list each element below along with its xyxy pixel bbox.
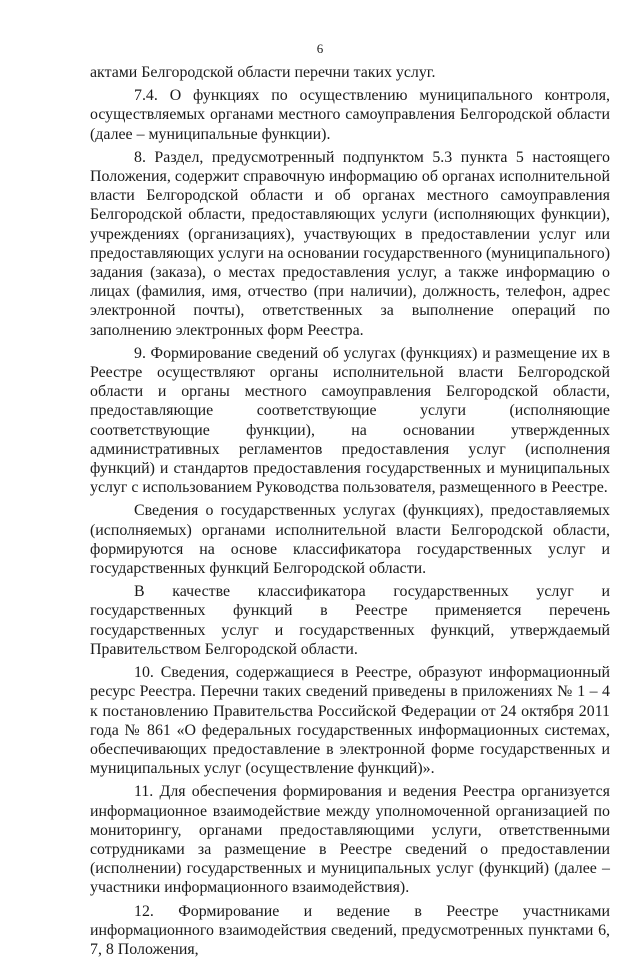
paragraph-state-services: Сведения о государственных услугах (функциях), предоставляемых (исполняемых) органами исполнительной власти Белгородской области, формируются на основе классификатора государственных услуг и государственных функций Белгородской области. bbox=[90, 502, 610, 578]
page-number: 6 bbox=[316, 41, 324, 56]
paragraph-12: 12. Формирование и ведение в Реестре участниками информационного взаимодействия сведений, предусмотренных пунктами 6, 7, 8 Положения, bbox=[90, 902, 610, 958]
paragraph-8: 8. Раздел, предусмотренный подпунктом 5.3 пункта 5 настоящего Положения, содержит справочную информацию об органах исполнительной власти Белгородской области и об органах местного самоуправления Белгородской области, предоставляющих услуги (исполняющих функции), учреждениях (организациях), участвующих в предоставлении услуг или предоставляющих услуги на основании государственного (муниципального) задания (заказа), о местах предоставления услуг, а также информацию о лицах (фамилия, имя, отчество (при наличии), должность, телефон, адрес электронной почты), ответственных за выполнение операций по заполнению электронных форм Реестра. bbox=[90, 148, 610, 339]
paragraph-11: 11. Для обеспечения формирования и ведения Реестра организуется информационное взаимодействие между уполномоченной организацией по мониторингу, органами предоставляющими услуги, ответственными сотрудниками за размещение в Реестре сведений о предоставлении (исполнении) государственных и муниципальных услуг (функций) (далее – участники информационного взаимодействия). bbox=[90, 783, 610, 897]
document-body bbox=[90, 63, 610, 963]
paragraph-classifier: В качестве классификатора государственных услуг и государственных функций в Реестре применяется перечень государственных услуг и государственных функций, утверждаемый Правительством Белгородской области. bbox=[90, 583, 610, 658]
paragraph-continuation: актами Белгородской области перечни таких услуг. bbox=[90, 64, 436, 81]
paragraph-7-4: 7.4. О функциях по осуществлению муниципального контроля, осуществляемых органами местного самоуправления Белгородской области (далее – муниципальные функции). bbox=[90, 87, 610, 143]
paragraph-9: 9. Формирование сведений об услугах (функциях) и размещение их в Реестре осуществляют органы исполнительной власти Белгородской области и органы местного самоуправления Белгородской области, предоставляющие соответствующие услуги (исполняющие соответствующие функции), на основании утвержденных административных регламентов предоставления услуг (исполнения функций) и стандартов предоставления государственных и муниципальных услуг с использованием Руководства пользователя, размещенного в Реестре. bbox=[90, 344, 610, 497]
paragraph-10: 10. Сведения, содержащиеся в Реестре, образуют информационный ресурс Реестра. Перечни таких сведений приведены в приложениях № 1 – 4 к постановлению Правительства Российской Федерации от 24 октября 2011 года № 861 «О федеральных государственных информационных системах, обеспечивающих предоставление в электронной форме государственных и муниципальных услуг (осуществление функций)». bbox=[90, 664, 610, 778]
